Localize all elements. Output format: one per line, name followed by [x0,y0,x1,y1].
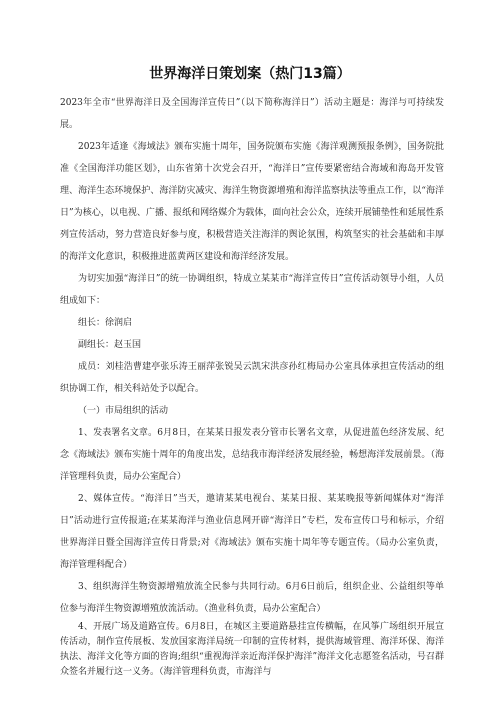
paragraph-item-1: 1、发表署名文章。6月8日，在某某日报发表分管市长署名文章，从促进蓝色经济发展、纪念《海域法》颁布实施十周年的角度出发，总结我市海洋经济发展经验，畅想海洋发展前景。（海洋管理科负责，局办公室配合） [60,428,444,482]
paragraph-background: 2023年适逢《海域法》颁布实施十周年，国务院颁布实施《海洋观测预报条例》，国务院批准《全国海洋功能区划》，山东省第十次党会召开，“海洋日”宣传要紧密结合海域和海岛开发管理、海洋生态环境保护、海洋防灾减灾、海洋生物资源增殖和海洋监察执法等重点工作，以“海洋日”为核心，以电视、广播、报纸和网络媒介为载体，面向社会公众，连续开展铺垫性和延展性系列宣传活动，努力营造良好参与度，积极营造关注海洋的舆论氛围，构筑坚实的社会基础和丰厚的海洋文化意识，积极推进蓝黄两区建设和海洋经济发展。 [60,142,444,262]
paragraph-item-3: 3、组织海洋生物资源增殖放流全民参与共同行动。6月6日前后，组织企业、公益组织等单位参与海洋生物资源增殖放流活动。（渔业科负责，局办公室配合） [60,582,444,614]
paragraph-leadership-group: 为切实加强“海洋日”的统一协调组织，特成立某某市“海洋宣传日”宣传活动领导小组，人员组成如下： [60,274,444,306]
paragraph-item-4: 4、开展广场及道路宣传。6月8日，在城区主要道路悬挂宣传横幅，在风筝广场组织开展宣传活动，制作宣传展板、发放国家海洋局统一印制的宣传材料，提供海域管理、海洋环保、海洋执法、海洋文化等方面的咨询;组织“重视海洋亲近海洋保护海洋”海洋文化志愿签名活动，号召群众签名并履行这一义务。（海洋管理科负责，市海洋与 [60,622,444,677]
document-body [60,92,444,680]
paragraph-item-2: 2、媒体宣传。“海洋日”当天，邀请某某电视台、某某日报、某某晚报等新闻媒体对“海洋日”活动进行宣传报道;在某某海洋与渔业信息网开辟“海洋日”专栏，发布宣传口号和标示，介绍世界海洋日暨全国海洋宣传日背景;对《海域法》颁布实施十周年等专题宣传。（局办公室负责，海洋管理科配合） [60,494,444,570]
paragraph-deputy-leader: 副组长：赵玉国 [78,340,142,350]
paragraph-theme: 2023年全市“世界海洋日及全国海洋宣传日”（以下简称海洋日”）活动主题是：海洋与可持续发展。 [60,98,444,130]
document-title: 世界海洋日策划案（热门13篇） [149,66,351,82]
paragraph-leader: 组长：徐润启 [78,318,133,328]
section-heading-city-bureau: （一）市局组织的活动 [78,406,169,416]
paragraph-members: 成员：刘桂浩曹建亭张乐涛王丽萍张锐吴云凯宋洪彦孙红梅局办公室具体承担宣传活动的组织协调工作，相关科站处予以配合。 [60,362,444,394]
